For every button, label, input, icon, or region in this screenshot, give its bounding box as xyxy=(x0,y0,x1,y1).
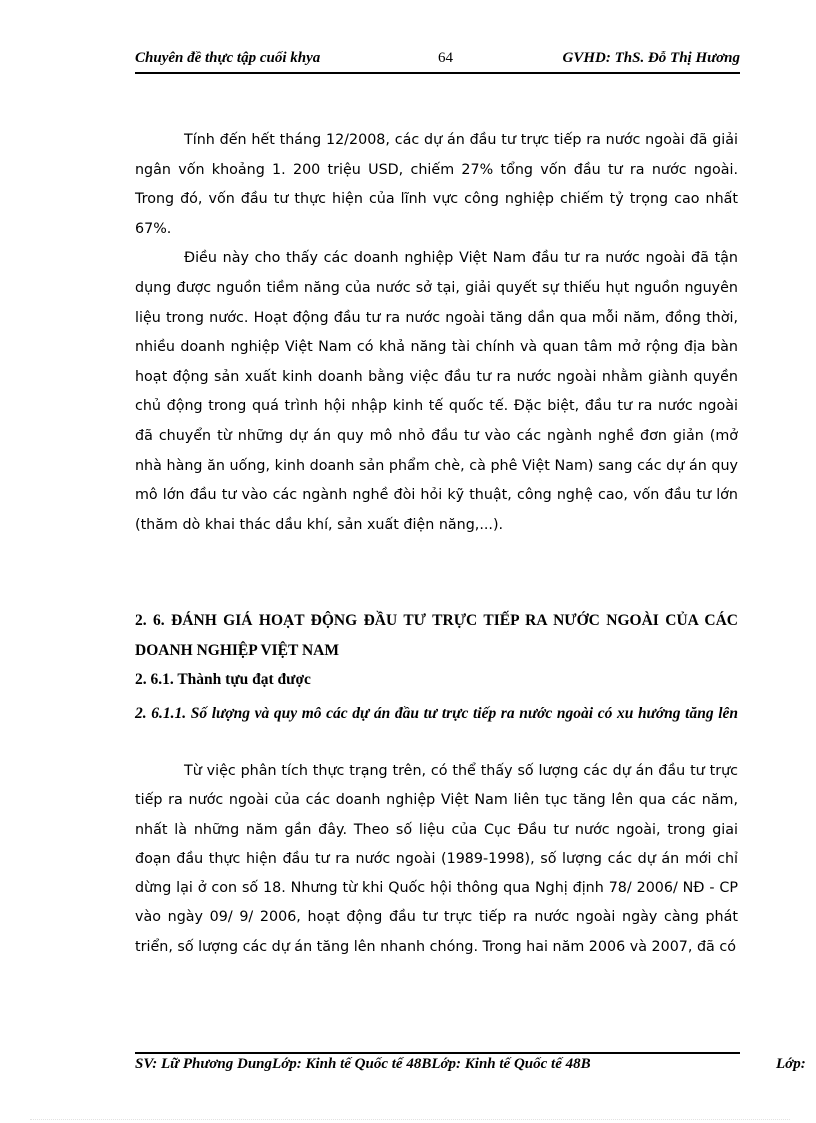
body-text-bottom xyxy=(135,757,738,962)
subsection-heading: 2. 6.1. Thành tựu đạt được xyxy=(135,671,311,688)
header-supervisor: GVHD: ThS. Đỗ Thị Hương xyxy=(562,50,740,66)
header-report-title: Chuyên đề thực tập cuối khya xyxy=(135,50,321,66)
footer-divider xyxy=(135,1052,740,1054)
section-heading: 2. 6. ĐÁNH GIÁ HOẠT ĐỘNG ĐẦU TƯ TRỰC TIẾP RA NƯỚC NGOÀI CỦA CÁC DOANH NGHIỆP VIỆT NAM xyxy=(135,612,738,659)
page-number: 64 xyxy=(438,50,453,66)
subsubsection-heading: 2. 6.1.1. Số lượng và quy mô các dự án đầu tư trực tiếp ra nước ngoài có xu hướng tăng lên xyxy=(135,705,738,722)
paragraph-analysis: Điều này cho thấy các doanh nghiệp Việt Nam đầu tư ra nước ngoài đã tận dụng được nguồn tiềm năng của nước sở tại, giải quyết sự thiếu hụt nguồn nguyên liệu trong nước. Hoạt động đầu tư ra nước ngoài tăng dần qua mỗi năm, đồng thời, nhiều doanh nghiệp Việt Nam có khả năng tài chính và quan tâm mở rộng địa bàn hoạt động sản xuất kinh doanh bằng việc đầu tư ra nước ngoài nhằm giành quyền chủ động trong quá trình hội nhập kinh tế quốc tế. Đặc biệt, đầu tư ra nước ngoài đã chuyển từ những dự án quy mô nhỏ đầu tư vào các ngành nghề đơn giản (mở nhà hàng ăn uống, kinh doanh sản phẩm chè, cà phê Việt Nam) sang các dự án quy mô lớn đầu tư vào các ngành nghề đòi hỏi kỹ thuật, công nghệ cao, vốn đầu tư lớn (thăm dò khai thác dầu khí, sản xuất điện năng,...). xyxy=(135,250,738,533)
footer-class-label: Lớp: xyxy=(776,1056,806,1072)
page-header xyxy=(135,48,740,72)
header-divider xyxy=(135,72,740,74)
paragraph-project-growth: Từ việc phân tích thực trạng trên, có thể thấy số lượng các dự án đầu tư trực tiếp ra nước ngoài của các doanh nghiệp Việt Nam liên tục tăng lên qua các năm, nhất là những năm gần đây. Theo số liệu của Cục Đầu tư nước ngoài, trong giai đoạn đầu thực hiện đầu tư ra nước ngoài (1989-1998), số lượng các dự án mới chỉ dừng lại ở con số 18. Nhưng từ khi Quốc hội thông qua Nghị định 78/ 2006/ NĐ - CP vào ngày 09/ 9/ 2006, hoạt động đầu tư trực tiếp ra nước ngoài ngày càng phát triển, số lượng các dự án tăng lên nhanh chóng. Trong hai năm 2006 và 2007, đã có xyxy=(135,763,738,955)
body-text-top xyxy=(135,126,738,540)
paragraph-disbursement: Tính đến hết tháng 12/2008, các dự án đầu tư trực tiếp ra nước ngoài đã giải ngân vốn khoảng 1. 200 triệu USD, chiếm 27% tổng vốn đầu tư ra nước ngoài. Trong đó, vốn đầu tư thực hiện của lĩnh vực công nghiệp chiếm tỷ trọng cao nhất 67%. xyxy=(135,132,738,237)
footer-student-info: SV: Lữ Phương DungLớp: Kinh tế Quốc tế 48BLớp: Kinh tế Quốc tế 48B xyxy=(135,1056,591,1072)
page-bottom-border xyxy=(30,1119,790,1120)
